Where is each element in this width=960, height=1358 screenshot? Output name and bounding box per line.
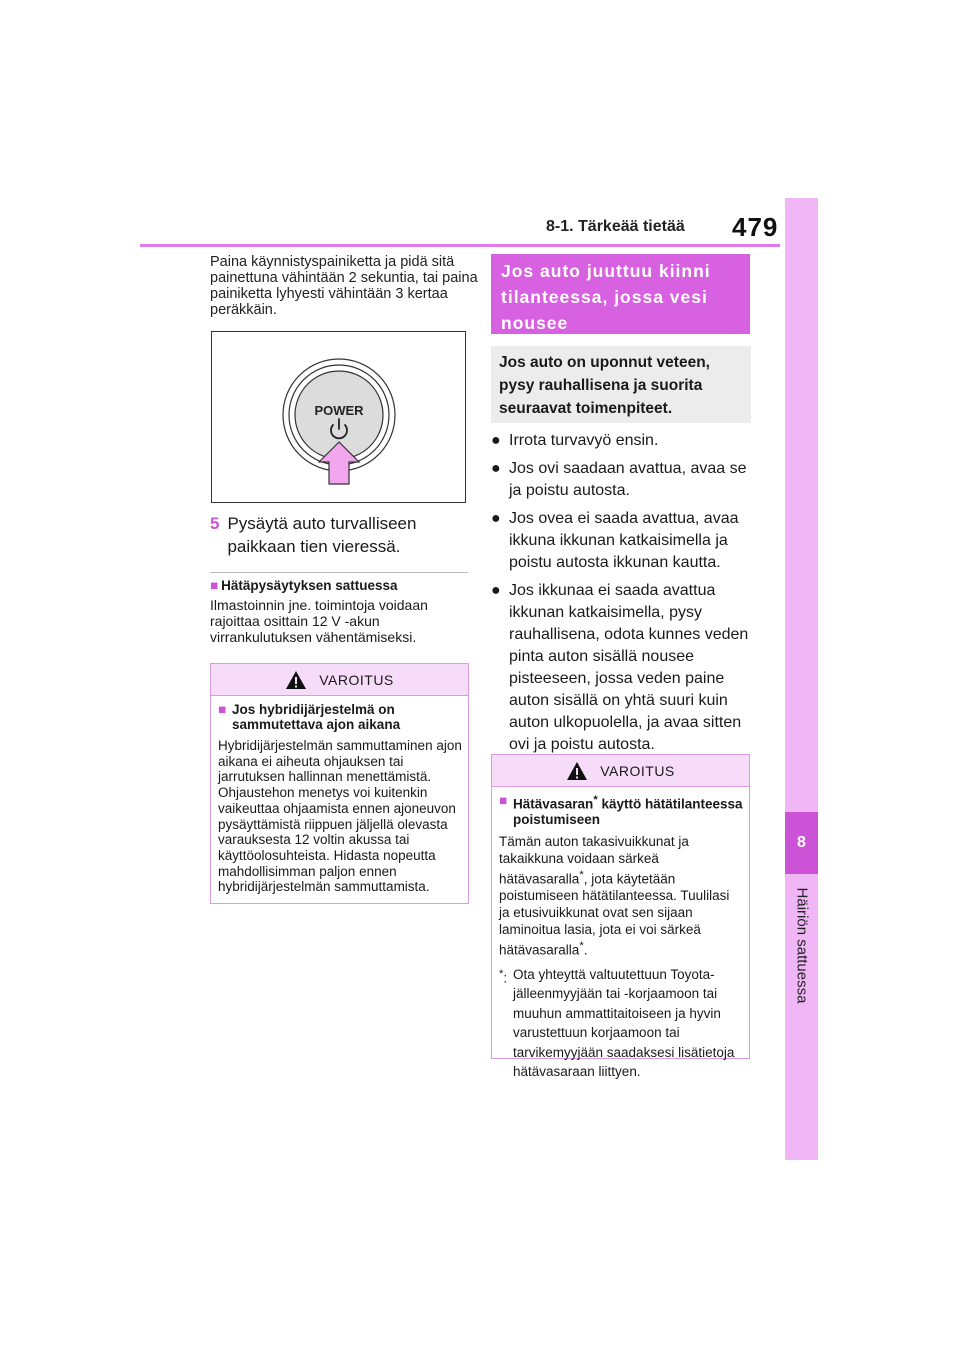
warning-box-hybrid — [210, 663, 469, 904]
footnote-ref: * — [579, 940, 584, 952]
section-title: 8-1. Tärkeää tietää — [546, 218, 685, 235]
bullet-list — [491, 424, 751, 756]
power-label: POWER — [314, 403, 364, 418]
bullet-icon: ● — [491, 582, 501, 599]
bullet-icon: ● — [491, 510, 501, 527]
section-heading: Jos auto juuttuu kiinni tilanteessa, jossa vesi nousee — [491, 254, 750, 334]
bullet-icon: ● — [491, 432, 501, 449]
footnote-ref: * — [593, 794, 598, 806]
warning-text: Tämän auton takasivuikkunat ja takaikkuna voidaan särkeä hätävasaralla*, jota käytetään poistumiseen hätätilanteessa. Tuulilasi ja etusivuikkunat ovat sen sijaan laminoitua lasia, jota ei voi särkeä hätävasaralla*. — [499, 833, 730, 958]
warning-text: Hybridijärjestelmän sammuttaminen ajon aikana ei aiheuta ohjauksen tai jarrutuksen hallinnan menettämistä. Ohjaustehon menetys voi kuitenkin vaikeuttaa ohjaamista ennen ajoneuvon pysäyttämistä riippuen jäljellä olevasta varauksesta 12 voltin akussa tai käyttöolosuhteista. Hidasta nopeutta mahdollisimman paljon ennen hybridijärjestelmän sammuttamista. — [218, 738, 462, 895]
step-5 — [210, 512, 475, 558]
power-button-illustration — [212, 332, 465, 502]
section-divider — [210, 572, 468, 573]
square-bullet-icon: ■ — [218, 702, 227, 717]
warning-box-hammer — [491, 754, 750, 1079]
side-tab-label-text: Häiriön sattuessa — [793, 887, 810, 1003]
warning-label: VAROITUS — [600, 762, 675, 779]
intro-text: Paina käynnistyspainiketta ja pidä sitä painettuna vähintään 2 sekuntia, tai paina painiketta lyhyesti vähintään 3 kertaa peräkkäin. — [210, 254, 478, 318]
warning-title: ■ Jos hybridijärjestelmä on sammutettava ajon aikana — [218, 702, 401, 732]
square-bullet-icon: ■ — [210, 578, 219, 593]
list-item: ● Jos ovi saadaan avattua, avaa se ja poistu autosta. — [491, 460, 747, 499]
list-item: ● Irrota turvavyö ensin. — [491, 430, 751, 452]
emergency-stop-text: Ilmastoinnin jne. toimintoja voidaan rajoittaa osittain 12 V -akun virrankulutuksen vähentämiseksi. — [210, 597, 428, 645]
list-item: ● Jos ikkunaa ei saada avattua ikkunan katkaisimella, pysy rauhallisena, odota kunnes veden pinta auton sisällä nousee pisteeseen, jossa veden paine auton sisällä on yhtä suuri kuin auton ulkopuolella, ja avaa sitten ovi ja poistu autosta. — [491, 582, 749, 753]
square-bullet-icon: ■ — [499, 793, 508, 808]
side-tab-strip — [785, 198, 818, 1160]
warning-triangle-icon — [566, 761, 588, 781]
side-tab-label — [785, 880, 818, 1010]
step-number: 5 — [210, 514, 220, 533]
header-divider — [140, 244, 780, 247]
side-tab-number: 8 — [785, 812, 818, 874]
emergency-stop-title: ■ Hätäpysäytyksen sattuessa — [210, 578, 398, 593]
intro-box: Jos auto on uponnut veteen, pysy rauhallisena ja suorita seuraavat toimenpiteet. — [491, 346, 751, 423]
power-button-figure — [211, 331, 466, 503]
footnote-marker: *: — [499, 967, 508, 985]
warning-triangle-icon — [285, 670, 307, 690]
list-item: ● Jos ovea ei saada avattua, avaa ikkuna ikkunan katkaisimella ja poistu autosta ikkunan kautta. — [491, 510, 739, 571]
warning-label: VAROITUS — [319, 671, 394, 688]
step-text: Pysäytä auto turvalliseen paikkaan tien vieressä. — [227, 514, 417, 556]
page-number: 479 — [732, 212, 779, 242]
footnote: *: Ota yhteyttä valtuutettuun Toyota-jälleenmyyjään tai -korjaamoon tai muuhun ammattitaitoiseen ja hyvin varustettuun korjaamoon tai tarvikemyyjään saadaksesi lisätietoja hätävasaraan liittyen. — [499, 966, 735, 1079]
warning-header — [492, 755, 749, 787]
warning-header — [211, 664, 468, 696]
footnote-ref: * — [579, 868, 584, 881]
bullet-icon: ● — [491, 460, 501, 477]
warning-title: ■ Hätävasaran* käyttö hätätilanteessa poistumiseen — [499, 793, 743, 827]
